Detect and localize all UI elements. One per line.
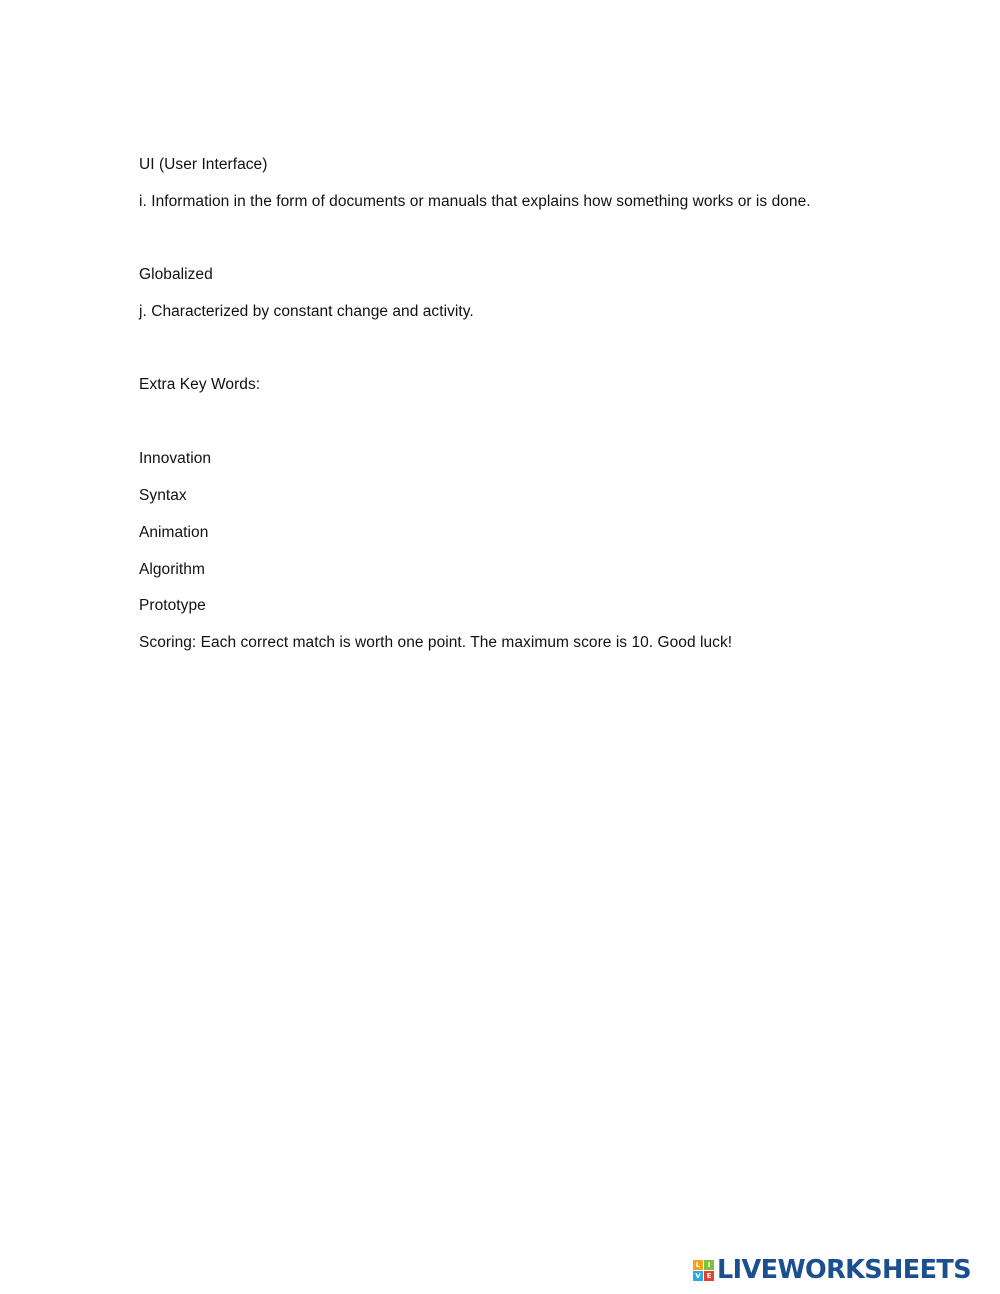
- extra-key-words-heading: Extra Key Words:: [139, 376, 261, 393]
- keyword-animation: Animation: [139, 524, 209, 541]
- keyword-syntax: Syntax: [139, 487, 187, 504]
- term-globalized: Globalized: [139, 266, 213, 283]
- keyword-algorithm: Algorithm: [139, 561, 205, 578]
- definition-j: j. Characterized by constant change and activity.: [139, 303, 474, 320]
- logo-mark-icon: [693, 1260, 714, 1281]
- keyword-innovation: Innovation: [139, 450, 212, 467]
- logo-mark-tile: I: [704, 1260, 714, 1270]
- scoring-note: Scoring: Each correct match is worth one point. The maximum score is 10. Good luck!: [139, 634, 733, 651]
- keyword-prototype: Prototype: [139, 597, 206, 614]
- liveworksheets-logo: [693, 1256, 971, 1284]
- logo-mark-tile: L: [693, 1260, 703, 1270]
- logo-mark-tile: E: [704, 1271, 714, 1281]
- definition-i: i. Information in the form of documents or manuals that explains how something works or is done.: [139, 193, 811, 210]
- logo-mark-tile: V: [693, 1271, 703, 1281]
- term-ui: UI (User Interface): [139, 156, 268, 173]
- logo-wordmark: LIVEWORKSHEETS: [717, 1255, 971, 1285]
